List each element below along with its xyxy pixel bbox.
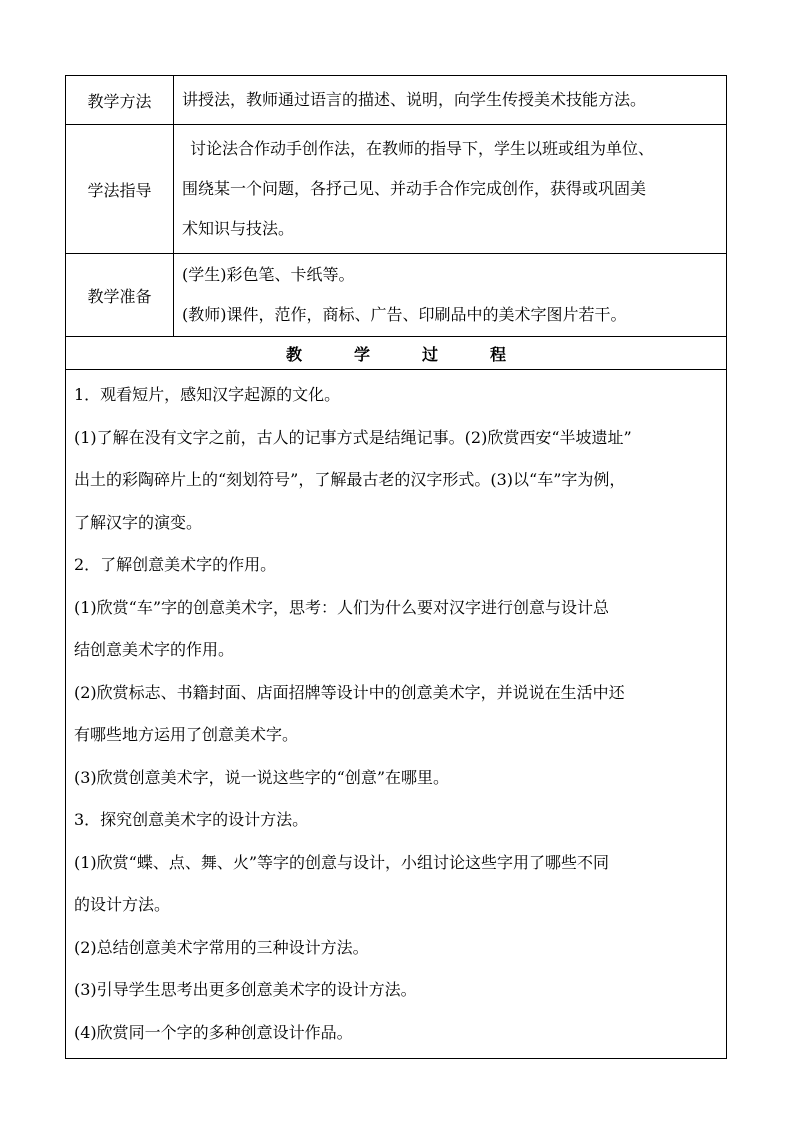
teaching-preparation-text	[174, 254, 727, 337]
process-line: (1)了解在没有文字之前，古人的记事方式是结绳记事。(2)欣赏西安“半坡遗址”	[74, 427, 632, 447]
process-line: (4)欣赏同一个字的多种创意设计作品。	[74, 1022, 353, 1042]
process-line: (3)欣赏创意美术字，说一说这些字的“创意”在哪里。	[74, 767, 450, 787]
process-line: 了解汉字的演变。	[74, 512, 203, 532]
teaching-method-text	[174, 76, 727, 125]
teaching-method-label: 教学方法	[66, 76, 174, 125]
row-teaching-preparation	[66, 254, 727, 337]
process-line: (1)欣赏“蝶、点、舞、火”等字的创意与设计，小组讨论这些字用了哪些不同	[74, 852, 610, 872]
process-line: (2)总结创意美术字常用的三种设计方法。	[74, 937, 369, 957]
teaching-preparation-line: (学生)彩色笔、卡纸等。	[182, 265, 355, 284]
process-line: 有哪些地方运用了创意美术字。	[74, 725, 299, 744]
process-line: 的设计方法。	[74, 895, 171, 914]
process-heading-char: 过	[422, 344, 439, 364]
teaching-preparation-label: 教学准备	[66, 254, 174, 337]
study-guidance-line: 术知识与技法。	[182, 219, 295, 238]
process-line: (1)欣赏“车”字的创意美术字，思考：人们为什么要对汉字进行创意与设计总	[74, 597, 610, 617]
teaching-preparation-line: (教师)课件，范作，商标、广告、印刷品中的美术字图片若干。	[182, 305, 627, 324]
process-heading-char: 学	[353, 344, 370, 364]
teaching-method-line: 讲授法，教师通过语言的描述、说明，向学生传授美术技能方法。	[182, 90, 647, 109]
row-process-heading	[66, 337, 727, 370]
process-body	[66, 370, 727, 1059]
process-line: 2．了解创意美术字的作用。	[74, 555, 277, 574]
process-line: (2)欣赏标志、书籍封面、店面招牌等设计中的创意美术字，并说说在生活中还	[74, 682, 625, 702]
study-guidance-line: 围绕某一个问题，各抒己见、并动手合作完成创作，获得或巩固美	[182, 179, 647, 198]
process-line: 3．探究创意美术字的设计方法。	[74, 810, 309, 829]
process-line: 出土的彩陶碎片上的“刻划符号”，了解最古老的汉字形式。(3)以“车”字为例，	[74, 470, 626, 489]
process-line: 1．观看短片，感知汉字起源的文化。	[74, 385, 341, 404]
process-heading-char: 程	[490, 344, 507, 364]
row-teaching-method	[66, 76, 727, 125]
study-guidance-label: 学法指导	[66, 125, 174, 254]
process-line: (3)引导学生思考出更多创意美术字的设计方法。	[74, 980, 417, 999]
lesson-plan-table	[65, 75, 727, 1059]
process-line: 结创意美术字的作用。	[74, 640, 235, 659]
row-study-guidance	[66, 125, 727, 254]
row-process-body	[66, 370, 727, 1059]
process-heading	[66, 337, 727, 370]
study-guidance-line: 讨论法合作动手创作法，在教师的指导下，学生以班或组为单位、	[190, 139, 655, 158]
study-guidance-text	[174, 125, 727, 254]
process-heading-char: 教	[285, 344, 302, 364]
